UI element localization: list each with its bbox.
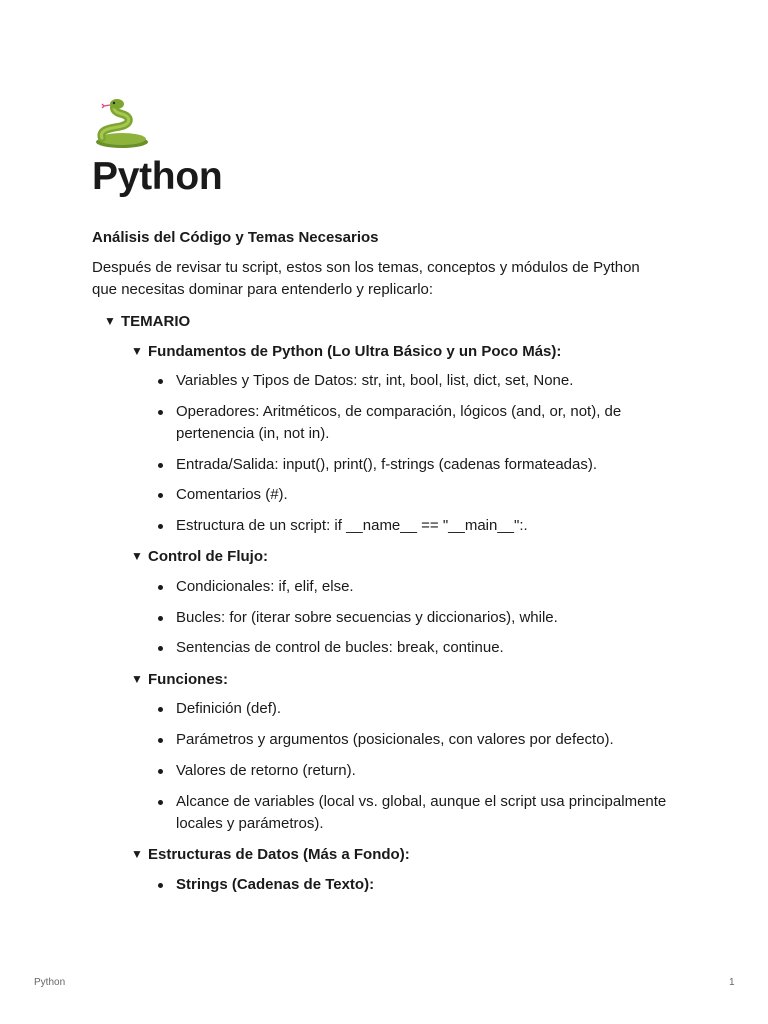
page-title: Python [92, 155, 223, 198]
list-item: Condicionales: if, elif, else. [158, 576, 668, 598]
toggle-temario[interactable] [104, 310, 190, 333]
list-item: Comentarios (#). [158, 484, 668, 506]
toggle-control-de-flujo[interactable] [131, 545, 268, 568]
section-subtitle: Análisis del Código y Temas Necesarios [92, 229, 379, 246]
bullet-dot-icon [158, 883, 163, 888]
toggle-open-icon: ▼ [131, 847, 143, 861]
toggle-open-icon: ▼ [131, 672, 143, 686]
toggle-open-icon: ▼ [131, 344, 143, 358]
toggle-label: Estructuras de Datos (Más a Fondo): [148, 846, 410, 863]
list-item: Valores de retorno (return). [158, 760, 668, 782]
list-item: Operadores: Aritméticos, de comparación, lógicos (and, or, not), de pertenencia (in, not in). [158, 401, 668, 445]
list-item: Estructura de un script: if __name__ == "__main__":. [158, 515, 668, 537]
toggle-estructuras-de-datos[interactable] [131, 843, 410, 866]
intro-paragraph: Después de revisar tu script, estos son los temas, conceptos y módulos de Python que necesitas dominar para entenderlo y replicarlo: [92, 259, 640, 298]
toggle-label: Funciones: [148, 671, 229, 688]
toggle-open-icon: ▼ [131, 549, 143, 563]
toggle-label: Fundamentos de Python (Lo Ultra Básico y un Poco Más): [148, 343, 562, 360]
list-item: Variables y Tipos de Datos: str, int, bool, list, dict, set, None. [158, 370, 668, 392]
bullet-dot-icon [158, 616, 163, 621]
toggle-label: TEMARIO [121, 313, 191, 330]
list-item: Strings (Cadenas de Texto): [158, 874, 668, 896]
bullet-dot-icon [158, 379, 163, 384]
bullet-dot-icon [158, 707, 163, 712]
bullet-dot-icon [158, 769, 163, 774]
footer-page-number: 1 [729, 977, 735, 988]
bullet-dot-icon [158, 410, 163, 415]
list-item: Bucles: for (iterar sobre secuencias y diccionarios), while. [158, 607, 668, 629]
bullet-dot-icon [158, 463, 163, 468]
bullet-dot-icon [158, 524, 163, 529]
bullet-dot-icon [158, 646, 163, 651]
footer-document-title: Python [34, 977, 66, 988]
bullet-dot-icon [158, 800, 163, 805]
bullet-dot-icon [158, 493, 163, 498]
list-item: Alcance de variables (local vs. global, aunque el script usa principalmente locales y parámetros). [158, 791, 668, 835]
toggle-label: Control de Flujo: [148, 548, 268, 565]
toggle-funciones[interactable] [131, 668, 228, 691]
list-item: Sentencias de control de bucles: break, continue. [158, 637, 668, 659]
list-item: Definición (def). [158, 698, 668, 720]
toggle-open-icon: ▼ [104, 314, 116, 328]
list-item: Parámetros y argumentos (posicionales, con valores por defecto). [158, 729, 668, 751]
snake-emoji-icon [92, 98, 150, 150]
bullet-dot-icon [158, 585, 163, 590]
toggle-fundamentos[interactable] [131, 340, 561, 363]
bullet-dot-icon [158, 738, 163, 743]
list-item: Entrada/Salida: input(), print(), f-strings (cadenas formateadas). [158, 454, 668, 476]
